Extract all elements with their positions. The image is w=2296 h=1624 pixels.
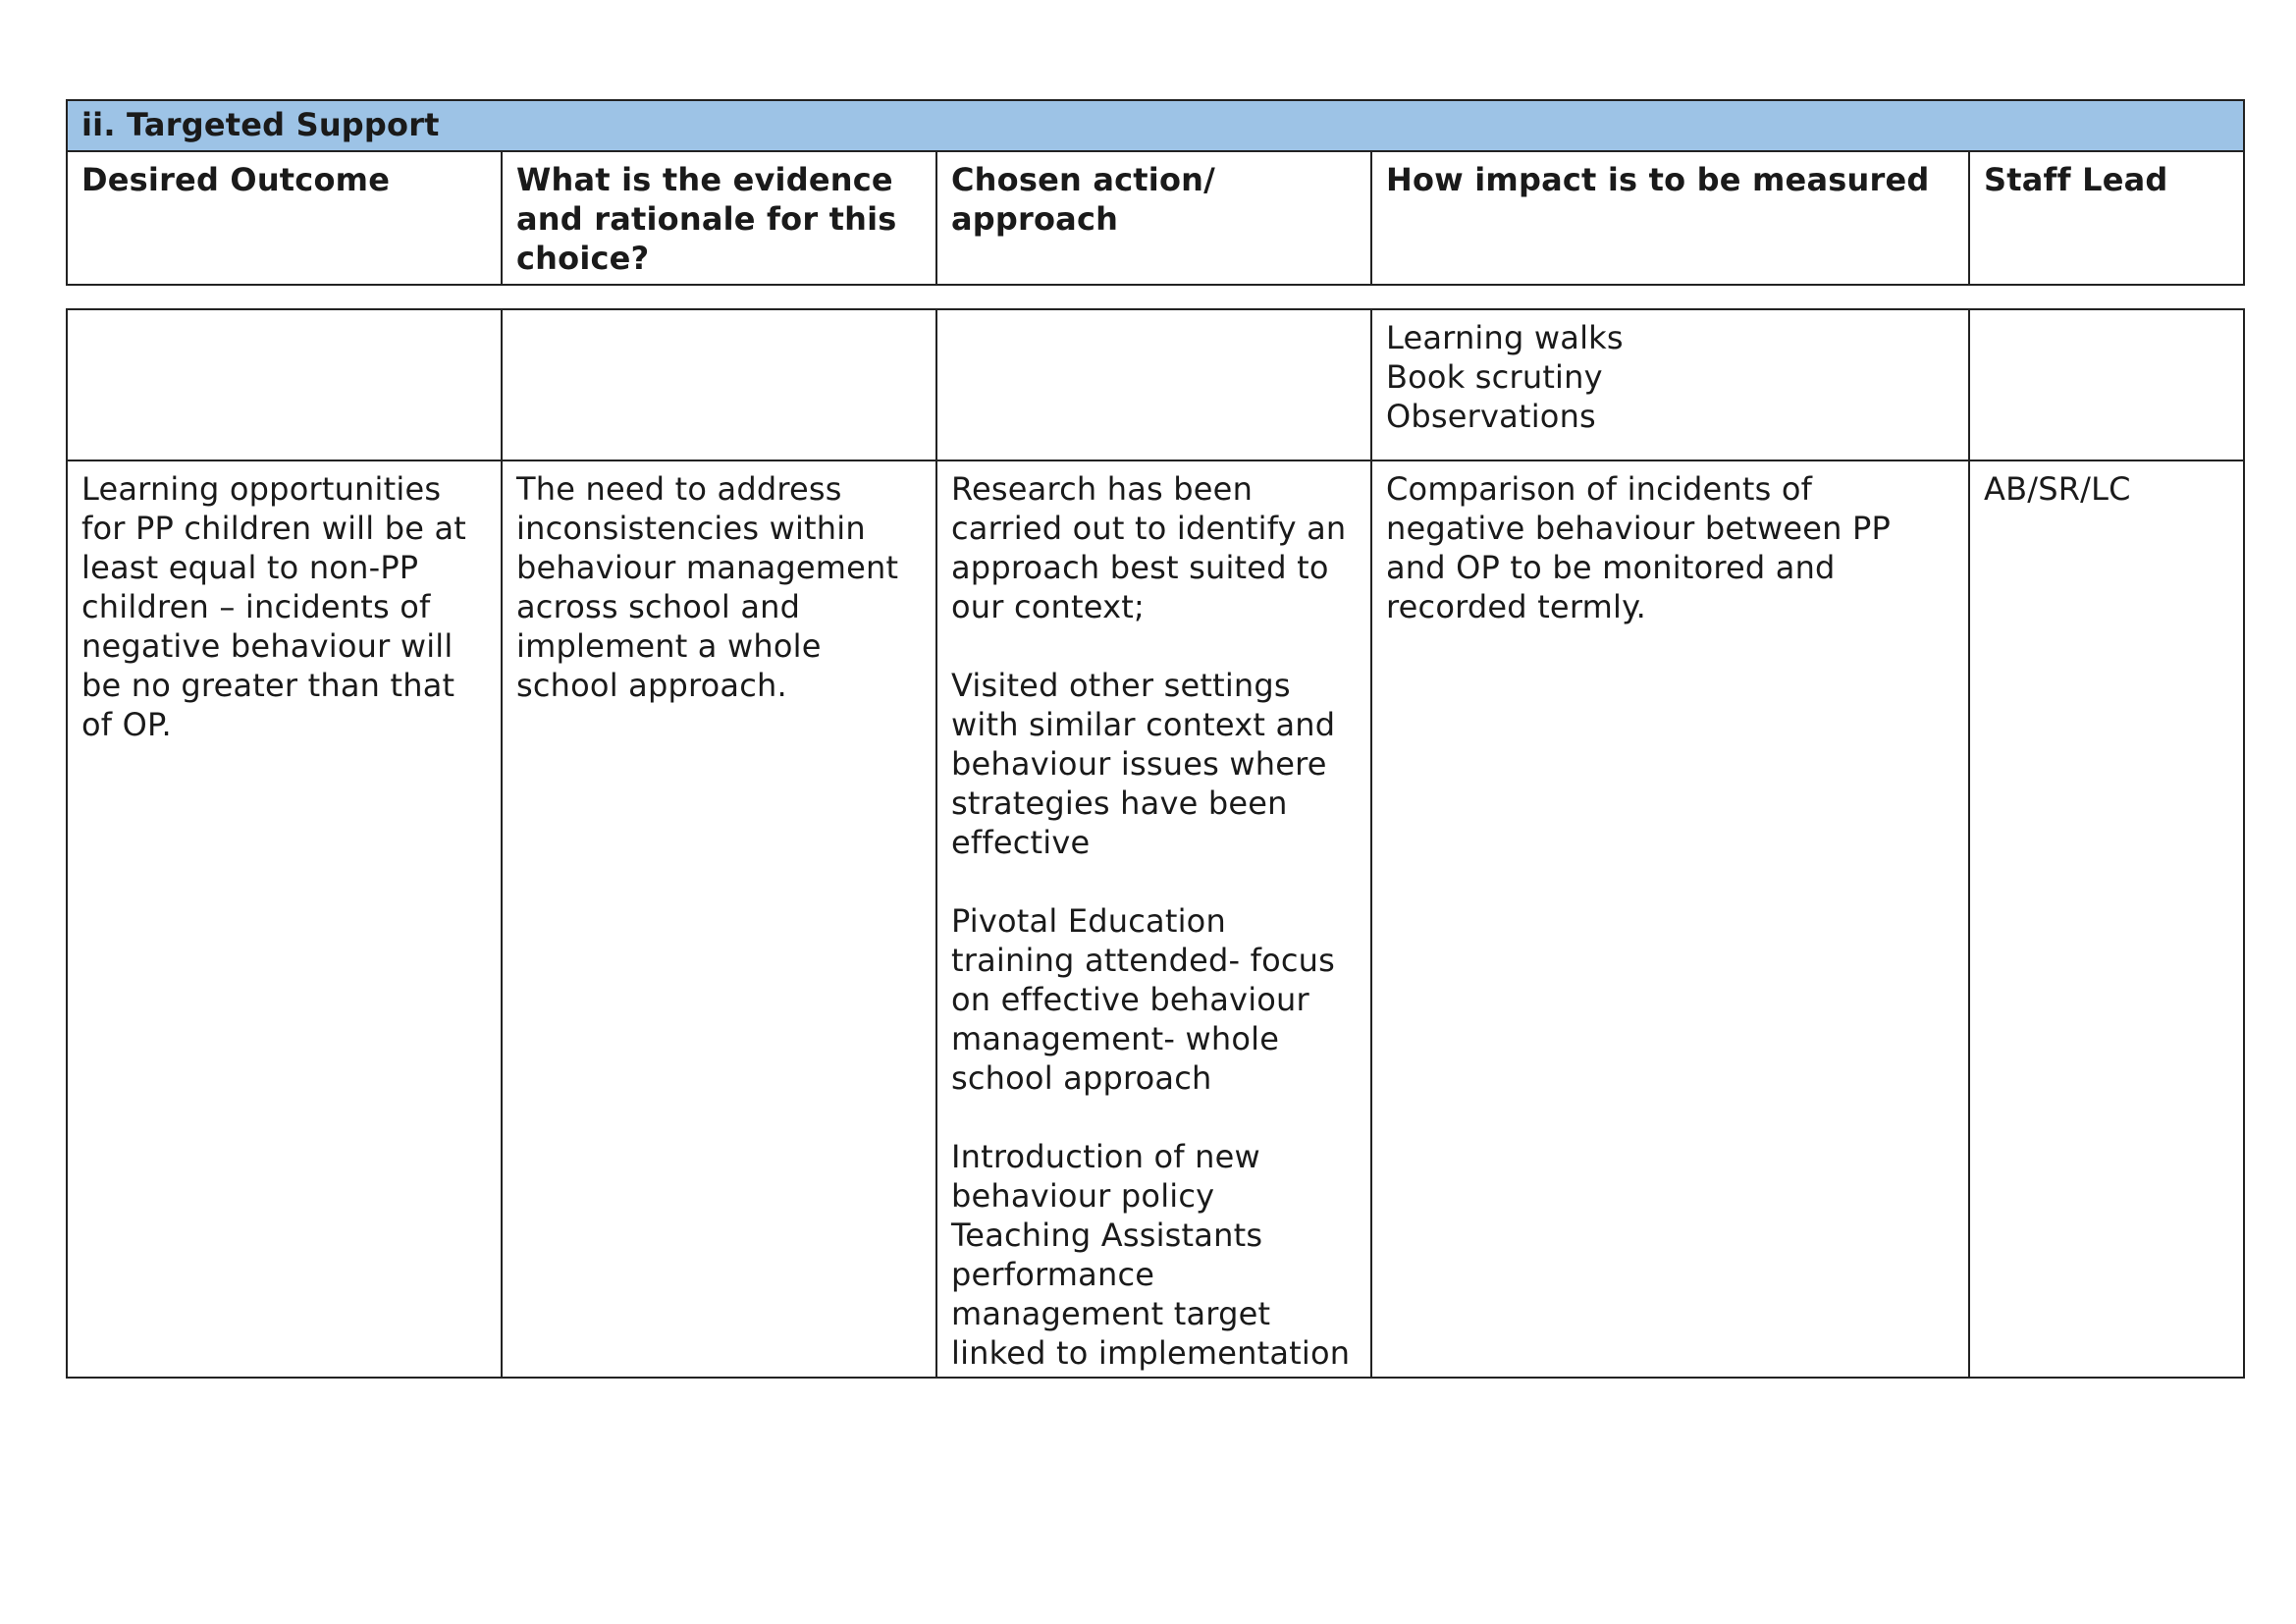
cell-impact (1371, 309, 1969, 460)
section-title: ii. Targeted Support (67, 100, 2244, 151)
table-row (67, 309, 2244, 460)
cell-desired-outcome (67, 309, 502, 460)
targeted-support-body-table (66, 308, 2245, 1379)
cell-desired-outcome: Learning opportunities for PP children will be at least equal to non-PP children – incidents of negative behaviour will be no greater than that of OP. (67, 460, 502, 1378)
action-paragraph: Research has been carried out to identify an approach best suited to our context; (951, 470, 1347, 625)
table-row (67, 460, 2244, 1378)
column-header-evidence: What is the evidence and rationale for this choice? (502, 151, 936, 285)
action-paragraph: Introduction of new behaviour policy Teaching Assistants performance management target linked to implementation (951, 1138, 1351, 1372)
cell-staff-lead (1969, 309, 2244, 460)
column-header-desired-outcome: Desired Outcome (67, 151, 502, 285)
targeted-support-header-table (66, 99, 2245, 286)
cell-evidence: The need to address inconsistencies within behaviour management across school and implement a whole school approach. (502, 460, 936, 1378)
impact-line: Learning walks (1386, 319, 1624, 356)
column-header-impact: How impact is to be measured (1371, 151, 1969, 285)
cell-action (936, 460, 1371, 1378)
impact-line: Book scrutiny (1386, 358, 1603, 396)
column-header-staff-lead: Staff Lead (1969, 151, 2244, 285)
cell-impact: Comparison of incidents of negative behaviour between PP and OP to be monitored and recorded termly. (1371, 460, 1969, 1378)
action-paragraph: Pivotal Education training attended- focus on effective behaviour management- whole school approach (951, 902, 1336, 1097)
cell-action (936, 309, 1371, 460)
column-header-action: Chosen action/ approach (936, 151, 1371, 285)
cell-evidence (502, 309, 936, 460)
action-paragraph: Visited other settings with similar context and behaviour issues where strategies have been effective (951, 667, 1336, 861)
impact-line: Observations (1386, 398, 1596, 435)
cell-staff-lead: AB/SR/LC (1969, 460, 2244, 1378)
